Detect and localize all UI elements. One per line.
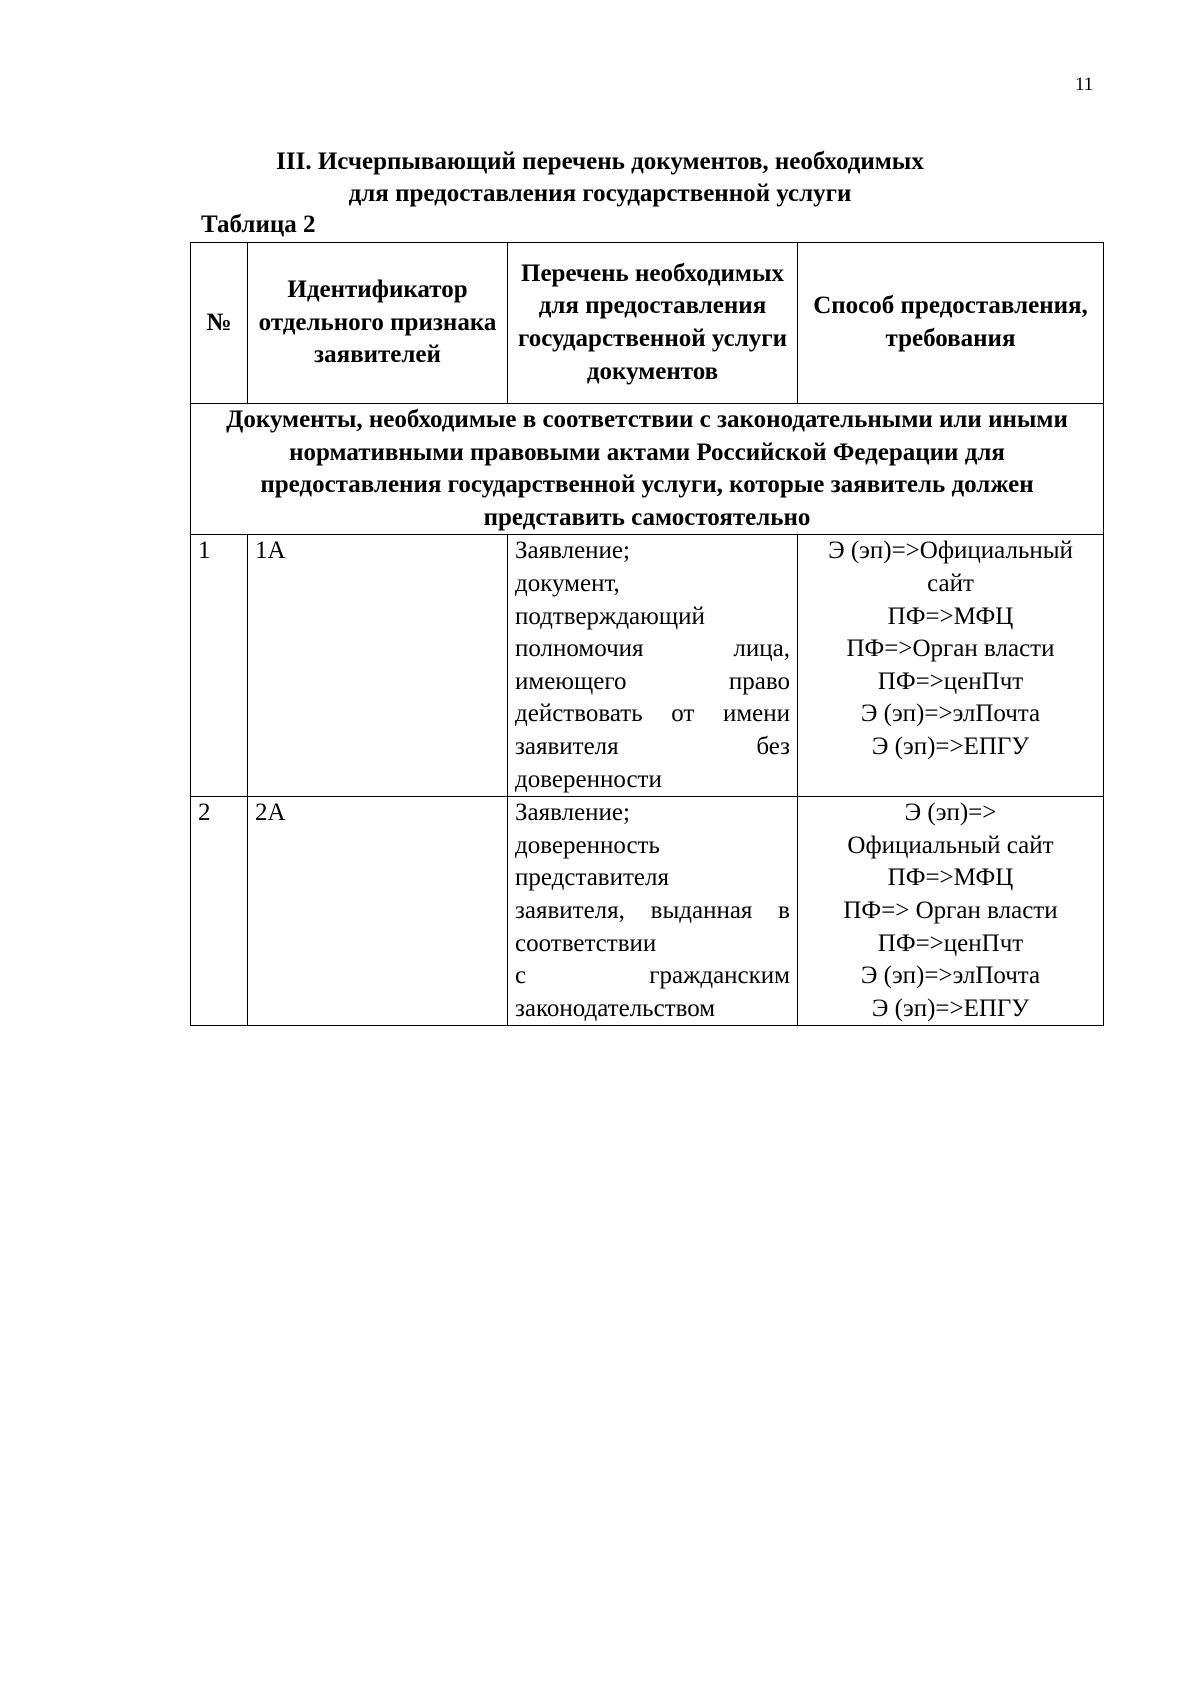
row-documents (508, 535, 798, 797)
page-number: 11 (1075, 74, 1094, 95)
header-method: Способ предоставления, требования (798, 243, 1104, 404)
method-line: ПФ=>МФЦ (887, 864, 1014, 892)
row-methods (798, 797, 1104, 1026)
document-line: документ, (515, 569, 620, 597)
method-line: ПФ=> Орган власти (843, 896, 1058, 924)
method-line: Э (эп)=> (904, 799, 997, 827)
section-heading (0, 146, 1200, 210)
section-heading-line-2: для предоставления государственной услуги (348, 180, 852, 207)
method-line: Официальный сайт (847, 831, 1054, 859)
document-line: Заявление; (515, 537, 630, 565)
header-num: № (191, 243, 248, 404)
document-line: доверенность (515, 831, 660, 859)
document-line: с гражданским (515, 962, 790, 990)
document-line: доверенности (515, 765, 662, 793)
row-num: 1 (191, 535, 248, 797)
document-line: имеющего право (515, 667, 790, 695)
method-line: Э (эп)=>элПочта (860, 700, 1041, 728)
row-num: 2 (191, 797, 248, 1026)
method-line: Э (эп)=>ЕПГУ (871, 994, 1030, 1022)
section-title: Документы, необходимые в соответствии с законодательными или иными нормативными правовыми актами Российской Федерации для предоставления государственной услуги, которые заявитель должен представить самостоятельно (191, 404, 1104, 535)
method-line: Э (эп)=>Официальный (828, 537, 1073, 565)
header-documents: Перечень необходимых для предоставления государственной услуги документов (508, 243, 798, 404)
method-line: Э (эп)=>ЕПГУ (871, 732, 1030, 760)
table-header-row (191, 243, 1104, 404)
document-line: подтверждающий (515, 602, 705, 630)
method-line: ПФ=>Орган власти (846, 635, 1055, 663)
method-line: ПФ=>МФЦ (887, 602, 1014, 630)
documents-table (190, 242, 1104, 1026)
method-line: Э (эп)=>элПочта (860, 962, 1041, 990)
method-line: ПФ=>ценПчт (877, 667, 1024, 695)
table-section-row (191, 404, 1104, 535)
document-line: представителя (515, 864, 669, 892)
document-line: действовать от имени (515, 700, 790, 728)
document-line: заявителя, выданная в (515, 896, 790, 924)
header-identifier: Идентификатор отдельного признака заявителей (248, 243, 508, 404)
document-line: полномочия лица, (515, 635, 790, 663)
document-line: Заявление; (515, 799, 630, 827)
method-line: ПФ=>ценПчт (877, 929, 1024, 957)
table-caption: Таблица 2 (201, 211, 316, 238)
method-line: сайт (927, 569, 974, 597)
table-row (191, 797, 1104, 1026)
row-documents (508, 797, 798, 1026)
row-identifier: 2А (248, 797, 508, 1026)
document-line: заявителя без (515, 732, 790, 760)
table-row (191, 535, 1104, 797)
section-heading-line-1: III. Исчерпывающий перечень документов, необходимых (276, 148, 924, 175)
row-identifier: 1А (248, 535, 508, 797)
document-line: законодательством (515, 994, 716, 1022)
row-methods (798, 535, 1104, 797)
document-line: соответствии (515, 929, 657, 957)
